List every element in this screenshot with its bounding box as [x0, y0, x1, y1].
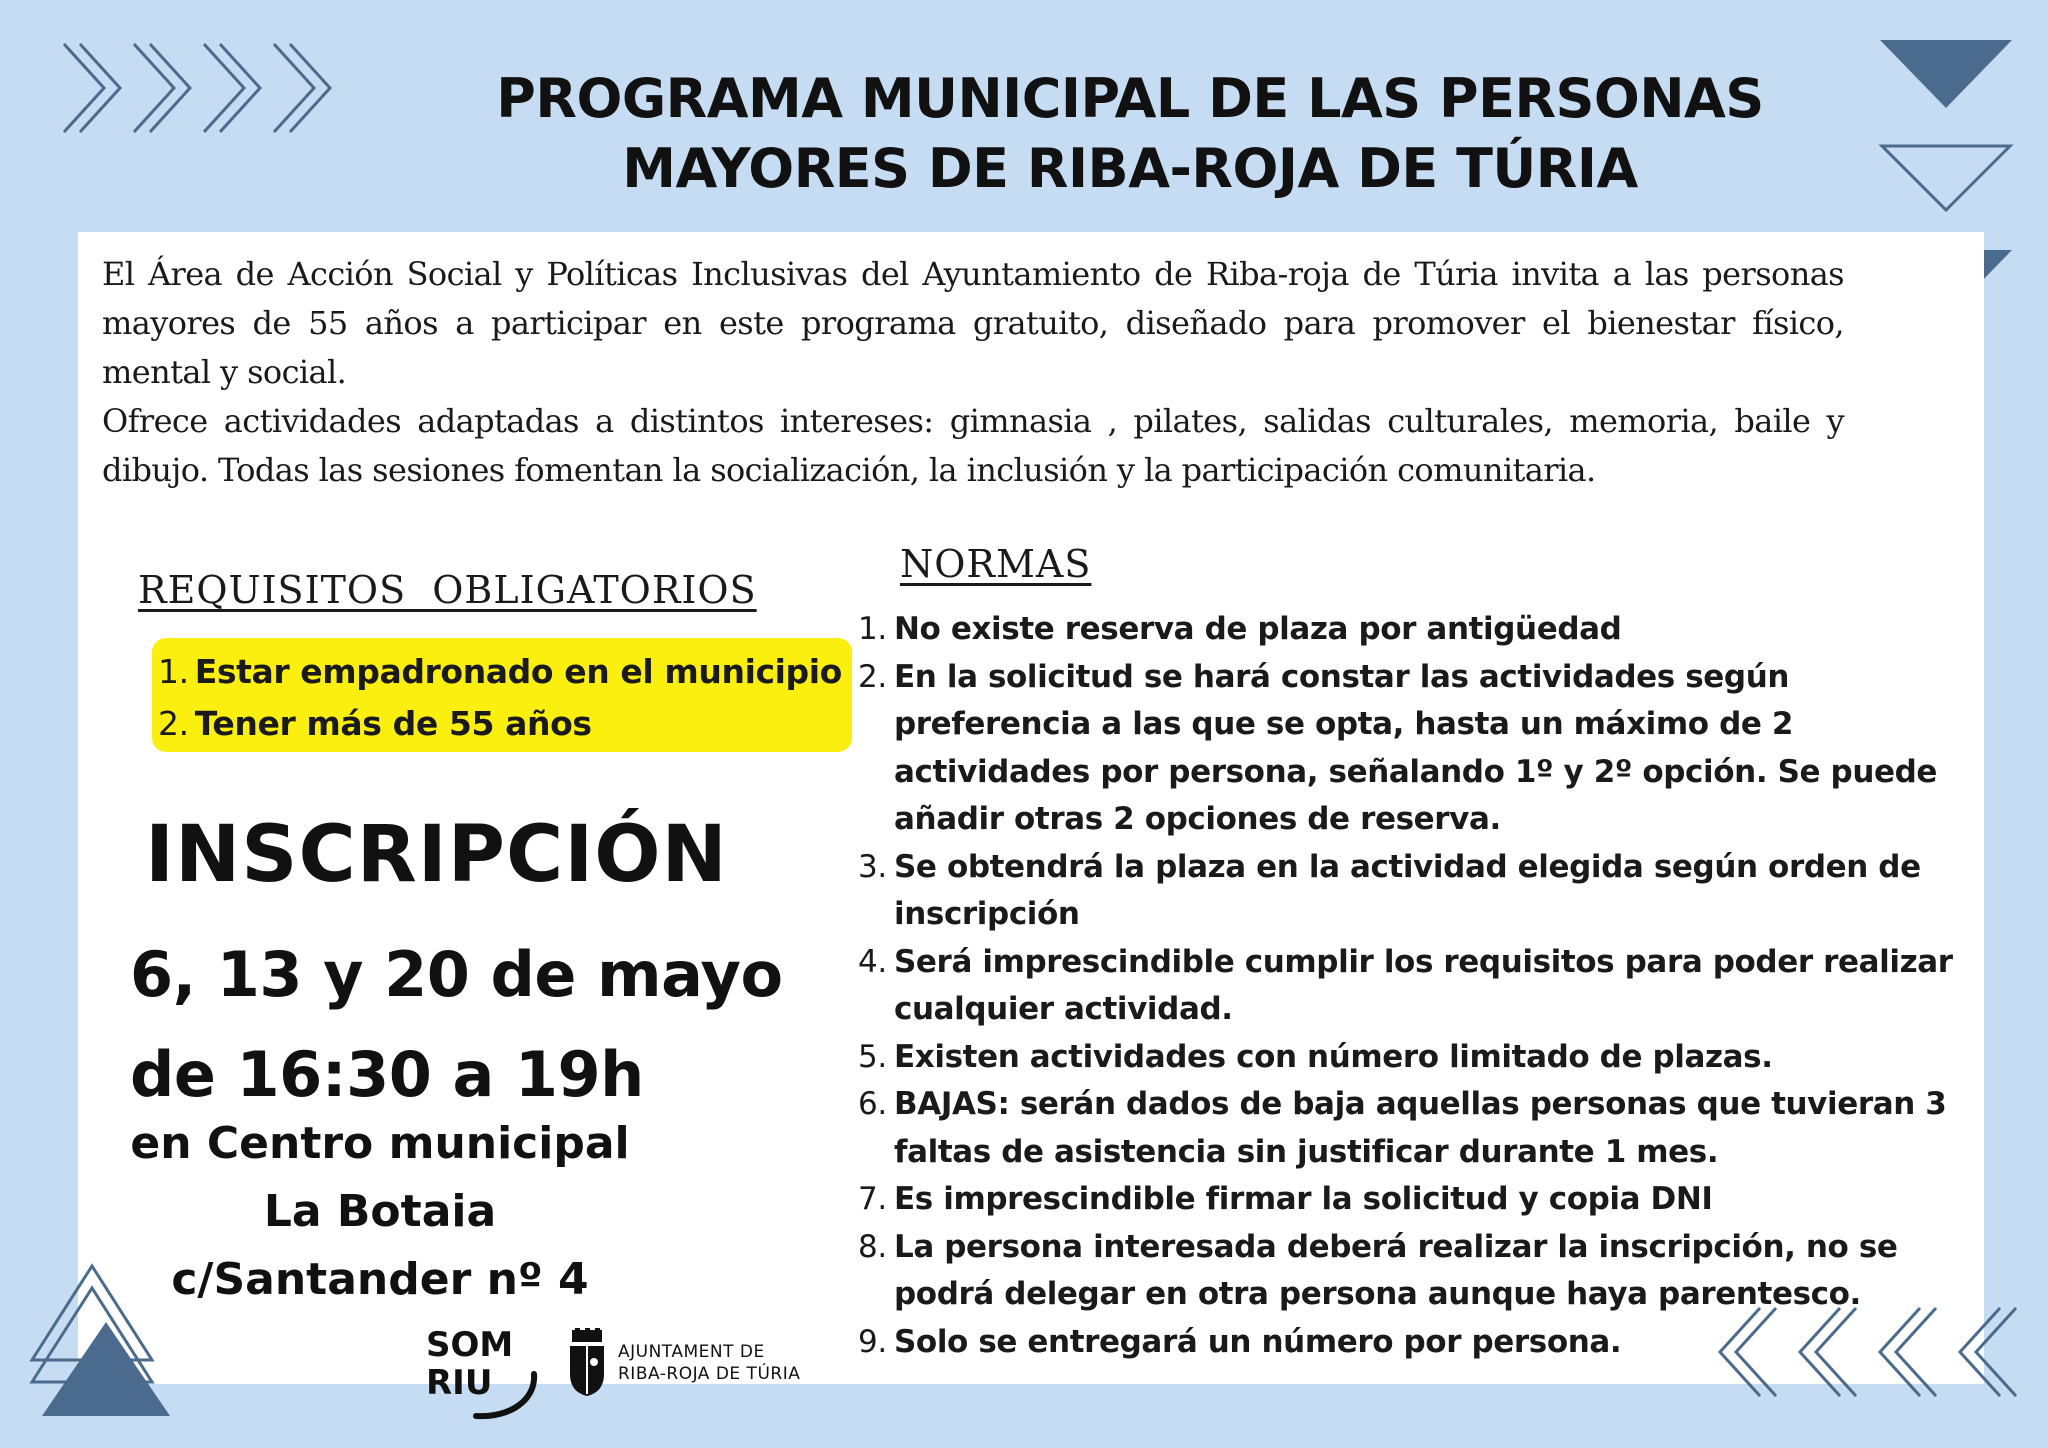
list-item [858, 1081, 1968, 1176]
requisito-number: 2. [158, 704, 189, 743]
somriu-logo [426, 1326, 513, 1402]
chevrons-bottom-right-decoration [1700, 1302, 2030, 1402]
norma-text: Es imprescindible firmar la solicitud y copia DNI [894, 1181, 1713, 1217]
title-line-2: MAYORES DE RIBA-ROJA DE TÚRIA [622, 137, 1638, 200]
place-line-3: c/Santander nº 4 [171, 1254, 589, 1305]
requisitos-heading: REQUISITOS OBLIGATORIOS [138, 568, 757, 612]
norma-number: 7. [858, 1181, 887, 1217]
inscripcion-days: 6, 13 y 20 de mayo [130, 938, 783, 1011]
norma-number: 8. [858, 1228, 887, 1265]
triangles-bottom-left-decoration [26, 1260, 176, 1422]
inscripcion-label: INSCRIPCIÓN [145, 810, 728, 900]
list-item [158, 698, 842, 750]
place-line-1: en Centro municipal [130, 1118, 630, 1169]
norma-text: En la solicitud se hará constar las actividades según preferencia a las que se opta, hasta un máximo de 2 actividades por persona, señalando 1º y 2º opción. Se puede añadir otras 2 opciones de reserva. [894, 658, 1938, 837]
place-line-2: La Botaia [263, 1186, 497, 1237]
list-item [858, 939, 1968, 1034]
page-title [360, 64, 1900, 204]
norma-number: 6. [858, 1086, 887, 1122]
normas-heading: NORMAS [900, 542, 1092, 586]
norma-number: 1. [858, 611, 887, 647]
norma-text: Será imprescindible cumplir los requisitos para poder realizar cualquier actividad. [894, 943, 1953, 1027]
smile-icon [470, 1370, 540, 1422]
norma-number: 4. [858, 943, 887, 980]
somriu-line-1: SOM [426, 1325, 514, 1365]
norma-text: La persona interesada deberá realizar la inscripción, no se podrá delegar en otra persona aunque haya parentesco. [894, 1228, 1898, 1312]
intro-paragraph-2: Ofrece actividades adaptadas a distintos intereses: gimnasia , pilates, salidas culturales, memoria, baile y dibujo. Todas las sesiones fomentan la socialización, la inclusión y la participación comunitaria. [102, 402, 1844, 489]
inscripcion-hours: de 16:30 a 19h [130, 1038, 644, 1111]
requisito-number: 1. [158, 652, 189, 691]
ajuntament-line-2: RIBA-ROJA DE TÚRIA [618, 1364, 801, 1384]
norma-number: 2. [858, 658, 887, 695]
norma-number: 5. [858, 1038, 887, 1075]
norma-number: 3. [858, 848, 887, 885]
title-line-1: PROGRAMA MUNICIPAL DE LAS PERSONAS [496, 67, 1764, 130]
intro-text [102, 250, 1844, 495]
norma-text: BAJAS: serán dados de baja aquellas personas que tuvieran 3 faltas de asistencia sin justificar durante 1 mes. [894, 1086, 1947, 1170]
requisito-text: Estar empadronado en el municipio [194, 652, 842, 691]
requisitos-list [158, 646, 842, 750]
requisito-text: Tener más de 55 años [194, 704, 592, 743]
intro-paragraph-1: El Área de Acción Social y Políticas Inclusivas del Ayuntamiento de Riba-roja de Túria invita a las personas mayores de 55 años a participar en este programa gratuito, diseñado para promover el bienestar físico, mental y social. [102, 255, 1844, 391]
list-item [858, 1176, 1968, 1224]
ajuntament-logo [566, 1328, 800, 1398]
inscripcion-place [120, 1110, 640, 1314]
inscripcion-dates [130, 925, 783, 1125]
norma-text: No existe reserva de plaza por antigüedad [894, 611, 1622, 647]
norma-text: Se obtendrá la plaza en la actividad elegida según orden de inscripción [894, 848, 1921, 932]
list-item [858, 654, 1968, 844]
norma-text: Solo se entregará un número por persona. [894, 1323, 1622, 1360]
norma-text: Existen actividades con número limitado de plazas. [894, 1038, 1773, 1075]
list-item [858, 844, 1968, 939]
list-item [858, 606, 1968, 654]
chevrons-top-left-decoration [58, 38, 348, 138]
norma-number: 9. [858, 1323, 887, 1360]
ajuntament-line-1: AJUNTAMENT DE [618, 1342, 765, 1362]
list-item [158, 646, 842, 698]
list-item [858, 1034, 1968, 1082]
normas-list [858, 606, 1968, 1366]
somriu-line-2: RIU [426, 1363, 493, 1403]
ajuntament-name [618, 1341, 800, 1385]
coat-of-arms-icon [566, 1328, 608, 1398]
